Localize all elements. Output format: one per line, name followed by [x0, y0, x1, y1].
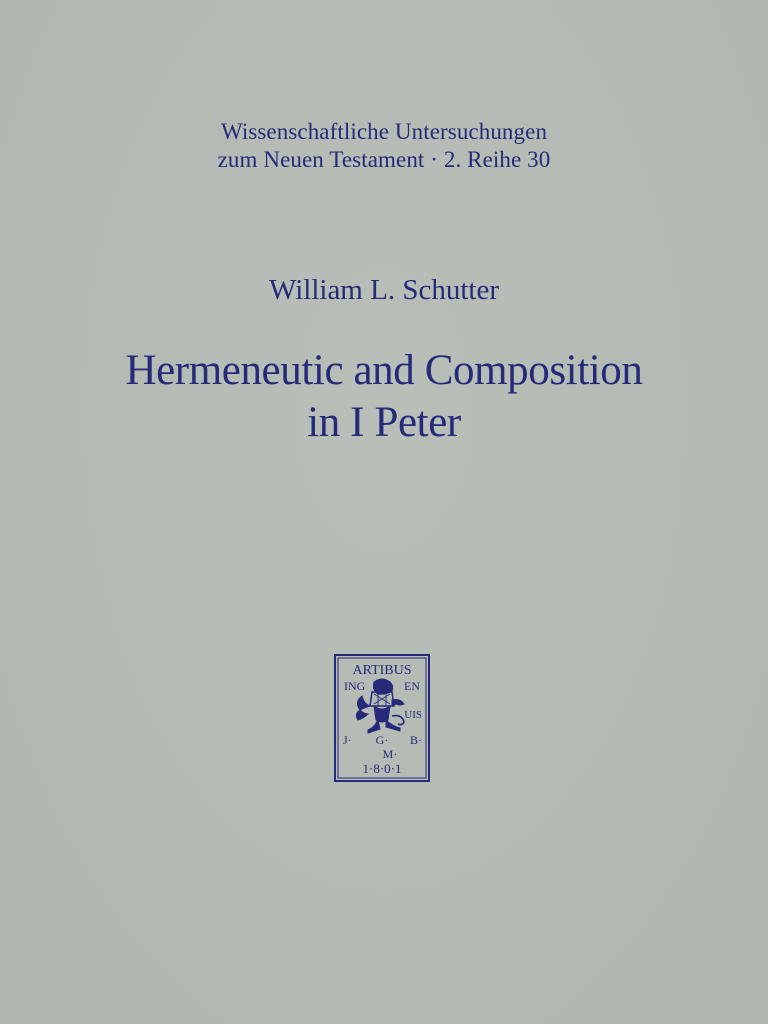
emblem-text-artibus: ARTIBUS	[352, 663, 412, 678]
author-name: William L. Schutter	[269, 274, 499, 306]
emblem-text-ing: ING	[344, 679, 366, 693]
publisher-emblem	[334, 654, 430, 782]
emblem-text-en: EN	[404, 679, 420, 693]
book-title-line-2: in I Peter	[307, 399, 461, 446]
emblem-text-j: J·	[343, 733, 352, 747]
series-title-line-2: zum Neuen Testament · 2. Reihe 30	[217, 147, 551, 172]
emblem-text-b: B·	[410, 733, 422, 747]
emblem-text-uis: UIS	[404, 709, 422, 721]
publisher-logo-icon	[334, 654, 430, 782]
series-title-line-1: Wissenschaftliche Untersuchungen	[220, 119, 548, 144]
emblem-text-m: M·	[382, 747, 398, 761]
emblem-text-g: G·	[375, 733, 389, 747]
emblem-text-year: 1·8·0·1	[362, 761, 402, 776]
book-title-line-1: Hermeneutic and Composition	[125, 347, 643, 394]
